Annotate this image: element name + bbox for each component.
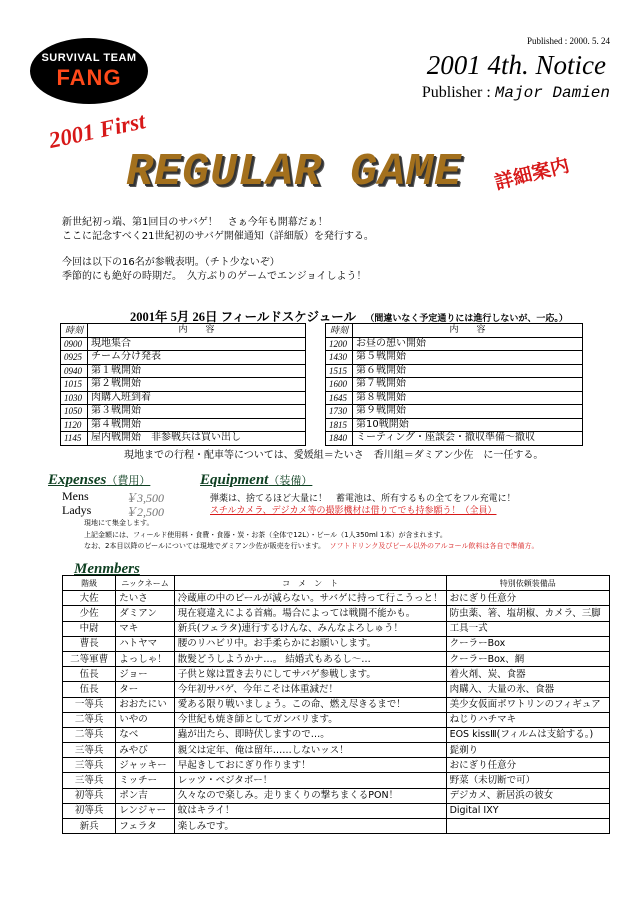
intro-line: 新世紀初っ端、第1回目のサバゲ！ さぁ今年も開幕だぁ！ (62, 217, 328, 228)
member-equipment: 美少女仮面ポワトリンのフィギュア (446, 697, 609, 712)
title-detail: 詳細案内 (492, 154, 572, 195)
expense-note2: 上記金額には、フィールド使用料・食費・食器・炭・お茶（全体で12L）・ビール（1人350ml 1本）が含まれます。 (84, 531, 447, 539)
member-comment: 腰のリハビリ中。お手柔らかにお願いします。 (174, 636, 446, 651)
member-nickname: なべ (116, 727, 174, 742)
member-nickname: よっしゃ！ (116, 651, 174, 666)
schedule-footer: 現地までの行程・配車等については、愛媛組＝たいさ 香川組＝ダミアン少佐 に一任する。 (124, 450, 544, 461)
member-comment: 久々なので楽しみ。走りまくりの撃ちまくるPON！ (174, 788, 446, 803)
member-row (63, 667, 610, 682)
members-header-row (63, 576, 610, 591)
schedule-time: 0900 (61, 337, 88, 351)
schedule-rows (326, 337, 583, 445)
member-nickname: ジョー (116, 667, 174, 682)
schedule-table-morning (60, 323, 306, 446)
schedule-time: 1050 (61, 405, 88, 419)
schedule-row (326, 351, 583, 365)
col-time: 時刻 (326, 324, 353, 338)
member-nickname: みやび (116, 743, 174, 758)
member-equipment: クーラーBox (446, 636, 609, 651)
member-row (63, 788, 610, 803)
member-comment: 新兵(フェラタ)連行するけんな、みんなよろしゅう！ (174, 621, 446, 636)
member-row (63, 803, 610, 818)
schedule-time: 1645 (326, 391, 353, 405)
schedule-time: 1120 (61, 418, 88, 432)
col-content: 内 容 (353, 324, 583, 338)
member-comment: 現在寝違えによる首痛。場合によっては戦闘不能かも。 (174, 606, 446, 621)
member-rank: 二等兵 (63, 712, 116, 727)
member-equipment: おにぎり任意分 (446, 591, 609, 606)
schedule-time: 1840 (326, 432, 353, 446)
member-row (63, 727, 610, 742)
expenses-heading-jp: （費用） (106, 474, 151, 487)
member-equipment: おにぎり任意分 (446, 758, 609, 773)
member-nickname: おおたにい (116, 697, 174, 712)
member-row (63, 591, 610, 606)
schedule-row (326, 378, 583, 392)
member-rank: 曹長 (63, 636, 116, 651)
schedule-time: 1030 (61, 391, 88, 405)
member-rank: 伍長 (63, 682, 116, 697)
member-rank: 二等兵 (63, 727, 116, 742)
member-rank: 初等兵 (63, 788, 116, 803)
schedule-time: 1145 (61, 432, 88, 446)
member-comment: 蚊はキライ！ (174, 803, 446, 818)
schedule-event: 第６戦開始 (353, 364, 583, 378)
ladys-fee: ￥2,500 (125, 505, 165, 519)
schedule-event: 肉購入班到着 (88, 391, 306, 405)
expenses-heading (48, 472, 150, 489)
notice-title: 2001 4th. Notice (426, 50, 606, 80)
schedule-row (61, 364, 306, 378)
member-comment: 今世紀も焼き師としてガンバリます。 (174, 712, 446, 727)
member-equipment: 肉購入、大量の氷、食器 (446, 682, 609, 697)
schedule-note: （間違いなく予定通りには進行しないが、一応。） (365, 314, 568, 324)
member-nickname: ジャッキー (116, 758, 174, 773)
member-row (63, 819, 610, 834)
schedule-event: ミーティング・座談会・撤収準備～撤収 (353, 432, 583, 446)
schedule-row (326, 391, 583, 405)
member-rank: 中尉 (63, 621, 116, 636)
members-heading: Menmbers (74, 561, 140, 577)
schedule-rows (61, 337, 306, 445)
schedule-row (61, 405, 306, 419)
schedule-event: 第１戦開始 (88, 364, 306, 378)
member-rank: 初等兵 (63, 803, 116, 818)
member-nickname: レンジャー (116, 803, 174, 818)
member-comment: 親父は定年、俺は留年……しないッス！ (174, 743, 446, 758)
member-nickname: たいさ (116, 591, 174, 606)
schedule-row (61, 418, 306, 432)
schedule-time: 1200 (326, 337, 353, 351)
mens-label: Mens (62, 489, 89, 503)
member-nickname: いやの (116, 712, 174, 727)
member-row (63, 743, 610, 758)
title-main: REGULAR GAME (126, 147, 463, 198)
member-comment: 散髪どうしようかナ…。 結婚式もあるし～… (174, 651, 446, 666)
team-logo (30, 38, 148, 104)
equipment-line2: スチルカメラ、デジカメ等の撮影機材は借りてでも持参願う！（全員） (210, 506, 497, 516)
members-rows (63, 591, 610, 834)
member-rank: 二等軍曹 (63, 651, 116, 666)
member-comment: 楽しみです。 (174, 819, 446, 834)
publisher-label: Publisher : (421, 84, 495, 101)
schedule-time: 1515 (326, 364, 353, 378)
member-equipment (446, 819, 609, 834)
member-row (63, 773, 610, 788)
member-comment: 蟲が出たら、即時伏しますので…。 (174, 727, 446, 742)
logo-line2: FANG (56, 65, 122, 90)
member-nickname: ミッチー (116, 773, 174, 788)
schedule-event: 第２戦開始 (88, 378, 306, 392)
ladys-label: Ladys (62, 503, 92, 517)
schedule-row (61, 337, 306, 351)
equipment-line1: 弾薬は、捨てるほど大量に！ 蓄電池は、所有するもの全てをフル充電に！ (210, 494, 516, 504)
schedule-row (326, 364, 583, 378)
member-equipment: デジカメ、新居浜の彼女 (446, 788, 609, 803)
schedule-event: お昼の憩い開始 (353, 337, 583, 351)
schedule-time: 1815 (326, 418, 353, 432)
schedule-event: 第10戦開始 (353, 418, 583, 432)
member-comment: 早起きしておにぎり作ります！ (174, 758, 446, 773)
member-rank: 少佐 (63, 606, 116, 621)
header-nickname: ニックネーム (116, 576, 174, 591)
expense-note3b: ソフトドリンク及びビール以外のアルコール飲料は各自で準備方。 (329, 542, 539, 550)
intro-line: 今回は以下の16名が参戦表明。（チト少ないぞ） (62, 257, 280, 268)
member-row (63, 651, 610, 666)
schedule-event: チーム分け発表 (88, 351, 306, 365)
member-nickname: ハトヤマ (116, 636, 174, 651)
schedule-event: 第３戦開始 (88, 405, 306, 419)
member-rank: 三等兵 (63, 773, 116, 788)
schedule-row (326, 337, 583, 351)
mens-fee: ￥3,500 (125, 491, 165, 505)
schedule-table-afternoon (325, 323, 583, 446)
col-content: 内 容 (88, 324, 306, 338)
member-row (63, 682, 610, 697)
member-row (63, 636, 610, 651)
schedule-event: 現地集合 (88, 337, 306, 351)
member-equipment: 髭剃り (446, 743, 609, 758)
schedule-row (61, 351, 306, 365)
col-time: 時刻 (61, 324, 88, 338)
equipment-heading (200, 472, 312, 489)
members-table (62, 575, 610, 834)
member-equipment: 工具一式 (446, 621, 609, 636)
schedule-row (326, 405, 583, 419)
publisher-name: Major Damien (494, 84, 610, 102)
intro-line: ここに記念すべく21世紀初のサバゲ開催通知（詳細版）を発行する。 (62, 231, 374, 242)
member-equipment: ねじりハチマキ (446, 712, 609, 727)
member-equipment: EOS kissⅢ(フィルムは支給する。) (446, 727, 609, 742)
member-rank: 一等兵 (63, 697, 116, 712)
member-rank: 三等兵 (63, 743, 116, 758)
schedule-time: 1600 (326, 378, 353, 392)
publisher (422, 84, 610, 102)
equipment-heading-jp: （装備） (268, 474, 313, 487)
member-nickname: ダミアン (116, 606, 174, 621)
schedule-title-text: 2001年 5月 26日 フィールドスケジュール (130, 310, 357, 324)
member-equipment: クーラーBox、網 (446, 651, 609, 666)
expense-note3a: なお、2本目以降のビールについては現地でダミアン少佐が販売を行います。 (84, 542, 326, 550)
member-comment: 愛ある限り戦いましょう。この命、燃え尽きるまで！ (174, 697, 446, 712)
member-rank: 三等兵 (63, 758, 116, 773)
title-first: 2001 First (46, 108, 148, 154)
member-nickname: マキ (116, 621, 174, 636)
member-nickname: ター (116, 682, 174, 697)
schedule-row (326, 418, 583, 432)
schedule-event: 第９戦開始 (353, 405, 583, 419)
schedule-time: 1730 (326, 405, 353, 419)
schedule-header-row (61, 324, 306, 338)
schedule-time: 0925 (61, 351, 88, 365)
member-row (63, 621, 610, 636)
member-nickname: フェラタ (116, 819, 174, 834)
expense-note1: 現地にて集金します。 (84, 519, 154, 527)
member-comment: 子供と嫁は置き去りにしてサバゲ参戦します。 (174, 667, 446, 682)
published-date: Published : 2000. 5. 24 (526, 36, 610, 46)
schedule-event: 屋内戦開始 非参戦兵は買い出し (88, 432, 306, 446)
member-row (63, 758, 610, 773)
member-row (63, 606, 610, 621)
schedule-event: 第５戦開始 (353, 351, 583, 365)
schedule-time: 1430 (326, 351, 353, 365)
member-rank: 新兵 (63, 819, 116, 834)
member-row (63, 697, 610, 712)
member-rank: 伍長 (63, 667, 116, 682)
expenses-heading-en: Expenses (48, 472, 107, 488)
member-equipment: 着火剤、炭、食器 (446, 667, 609, 682)
schedule-row (326, 432, 583, 446)
member-row (63, 712, 610, 727)
schedule-event: 第７戦開始 (353, 378, 583, 392)
schedule-row (61, 378, 306, 392)
member-comment: 今年初サバゲ、今年こそは体重減だ！ (174, 682, 446, 697)
member-comment: レッツ・ベジタボー！ (174, 773, 446, 788)
schedule-event: 第８戦開始 (353, 391, 583, 405)
header-rank: 階級 (63, 576, 116, 591)
member-comment: 冷蔵庫の中のビールが減らない。サバゲに持って行こうっと！ (174, 591, 446, 606)
schedule-header-row (326, 324, 583, 338)
header-comment: コ メ ン ト (174, 576, 446, 591)
member-equipment: 野菜（未切断で可） (446, 773, 609, 788)
expense-note3 (84, 541, 539, 551)
logo-line1: SURVIVAL TEAM (41, 52, 137, 64)
equipment-heading-en: Equipment (200, 472, 269, 488)
intro-line: 季節的にも絶好の時期だ。 久方ぶりのゲームでエンジョイしよう！ (62, 271, 367, 282)
schedule-row (61, 432, 306, 446)
member-rank: 大佐 (63, 591, 116, 606)
member-equipment: Digital IXY (446, 803, 609, 818)
header-equipment: 特別依頼装備品 (446, 576, 609, 591)
schedule-time: 1015 (61, 378, 88, 392)
schedule-event: 第４戦開始 (88, 418, 306, 432)
schedule-row (61, 391, 306, 405)
member-nickname: ポン吉 (116, 788, 174, 803)
member-equipment: 防虫薬、箸、塩胡椒、カメラ、三脚 (446, 606, 609, 621)
schedule-time: 0940 (61, 364, 88, 378)
